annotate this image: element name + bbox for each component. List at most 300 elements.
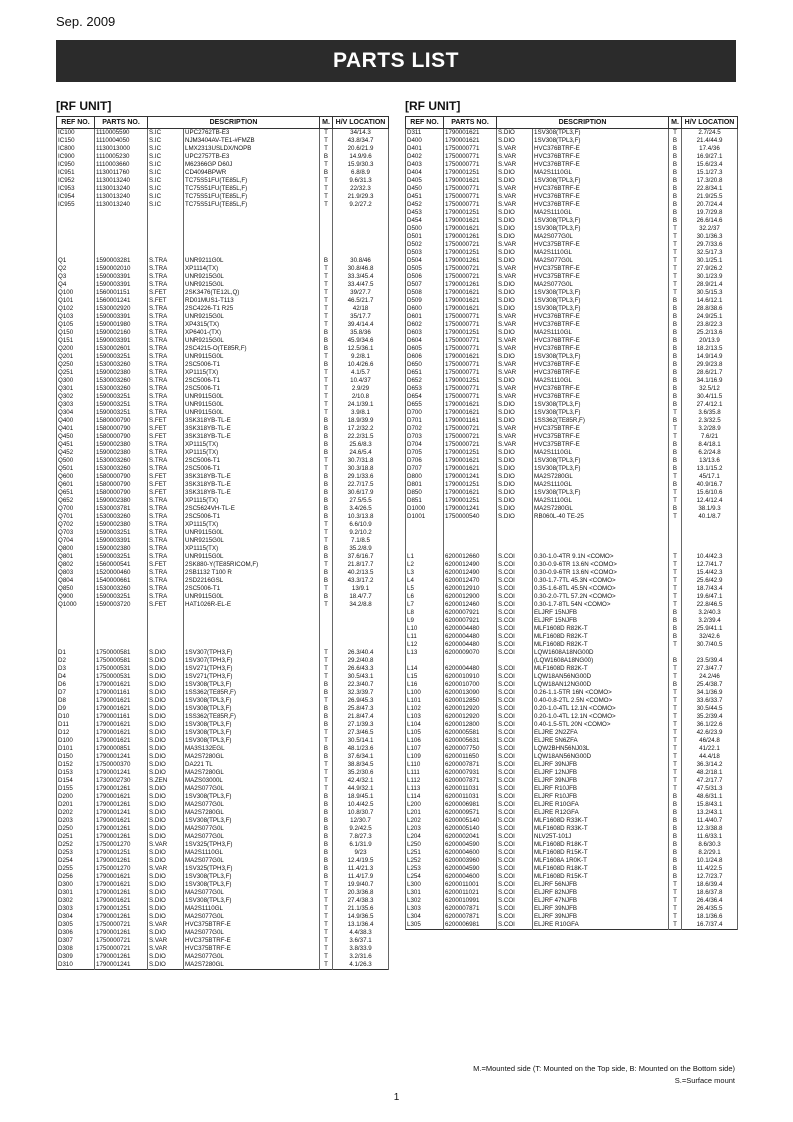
hv-location-cell: 12.5/36.1 xyxy=(333,345,389,353)
hv-location-cell: 15.6/10.6 xyxy=(682,489,738,497)
parts-no-cell: 1590003391 xyxy=(95,281,148,289)
mount-side-cell xyxy=(669,537,682,545)
hv-location-cell: 45/17.1 xyxy=(682,473,738,481)
mount-side-cell: T xyxy=(669,513,682,521)
ref-no-cell: Q501 xyxy=(57,465,95,473)
description-cell xyxy=(184,209,320,217)
hv-location-cell: 26.6/14.6 xyxy=(682,217,738,225)
type-cell xyxy=(497,537,533,545)
table-row xyxy=(406,385,738,393)
description-cell: UNR9115G0L xyxy=(184,553,320,561)
mount-side-cell: B xyxy=(320,473,333,481)
ref-no-cell: L5 xyxy=(406,585,444,593)
hv-location-cell: 25.4/38.7 xyxy=(682,681,738,689)
mount-side-cell: B xyxy=(320,569,333,577)
parts-no-cell: 1790001251 xyxy=(444,249,497,257)
description-cell: MA2S1110GL xyxy=(533,377,669,385)
ref-no-cell: D707 xyxy=(406,465,444,473)
hv-location-cell: 24.2/46 xyxy=(682,673,738,681)
type-cell: S.COI xyxy=(497,785,533,793)
col-parts-header: PARTS NO. xyxy=(444,117,497,129)
type-cell: S.COI xyxy=(497,825,533,833)
hv-location-cell: 18.2/13.5 xyxy=(682,345,738,353)
parts-no-cell: 6200012660 xyxy=(444,553,497,561)
description-cell: HVC376BTRF-E xyxy=(533,153,669,161)
parts-no-cell: 1540000661 xyxy=(95,577,148,585)
description-cell xyxy=(184,225,320,233)
parts-no-cell: 6200005631 xyxy=(444,737,497,745)
parts-no-cell: 1790001251 xyxy=(444,449,497,457)
description-cell: HVC376BTRF-E xyxy=(533,369,669,377)
table-row xyxy=(57,513,389,521)
type-cell: S.DIO xyxy=(148,801,184,809)
parts-no-cell: 6200012910 xyxy=(444,585,497,593)
hv-location-cell: 2.3/32.5 xyxy=(682,417,738,425)
hv-location-cell: 37.6/34.1 xyxy=(333,753,389,761)
mount-side-cell: T xyxy=(669,673,682,681)
ref-no-cell: D152 xyxy=(57,761,95,769)
type-cell: S.DIO xyxy=(148,761,184,769)
mount-side-cell xyxy=(669,521,682,529)
description-cell: 1SV308(TPL3,F) xyxy=(184,897,320,905)
table-row xyxy=(406,297,738,305)
type-cell: S.TRA xyxy=(148,313,184,321)
mount-side-cell xyxy=(320,249,333,257)
parts-no-cell xyxy=(444,521,497,529)
table-row xyxy=(406,209,738,217)
ref-no-cell: D451 xyxy=(406,193,444,201)
table-row xyxy=(57,809,389,817)
table-row xyxy=(57,705,389,713)
description-cell: HVC375BTRF-E xyxy=(533,273,669,281)
description-cell: 1SV308(TPL3,F) xyxy=(184,681,320,689)
mount-side-cell: B xyxy=(320,865,333,873)
hv-location-cell: 40.2/13.5 xyxy=(333,569,389,577)
parts-no-cell: 1790001621 xyxy=(95,897,148,905)
description-cell: TC75S51FU(TE85L,F) xyxy=(184,185,320,193)
description-cell: ELJRF 15NJFB xyxy=(533,609,669,617)
mount-side-cell: B xyxy=(669,849,682,857)
ref-no-cell: D402 xyxy=(406,153,444,161)
table-row xyxy=(406,313,738,321)
description-cell: 1SV308(TPL3,F) xyxy=(184,721,320,729)
mount-side-cell: T xyxy=(320,601,333,609)
parts-no-cell: 1790001251 xyxy=(444,481,497,489)
mount-side-cell xyxy=(320,625,333,633)
ref-no-cell: D302 xyxy=(57,897,95,905)
mount-side-cell: T xyxy=(320,737,333,745)
description-cell: MA2S077G0L xyxy=(184,953,320,961)
hv-location-cell: 46.5/21.7 xyxy=(333,297,389,305)
hv-location-cell: 42/18 xyxy=(333,305,389,313)
table-row xyxy=(406,809,738,817)
hv-location-cell: 20.7/24.4 xyxy=(682,201,738,209)
hv-location-cell xyxy=(333,209,389,217)
type-cell: S.DIO xyxy=(148,689,184,697)
mount-side-cell: T xyxy=(669,753,682,761)
table-row xyxy=(57,153,389,161)
parts-no-cell: 1790001261 xyxy=(95,801,148,809)
ref-no-cell: L204 xyxy=(406,833,444,841)
mount-side-cell: T xyxy=(320,921,333,929)
type-cell: S.VAR xyxy=(497,145,533,153)
ref-no-cell: L2 xyxy=(406,561,444,569)
table-row xyxy=(406,905,738,913)
hv-location-cell: 19.6/47.1 xyxy=(682,593,738,601)
mount-side-cell: T xyxy=(320,657,333,665)
hv-location-cell xyxy=(333,641,389,649)
hv-location-cell: 36.1/22.6 xyxy=(682,721,738,729)
type-cell: S.COI xyxy=(497,849,533,857)
parts-no-cell: 1790001621 xyxy=(444,217,497,225)
parts-no-cell: 1790001621 xyxy=(444,401,497,409)
parts-no-cell: 1790001261 xyxy=(95,929,148,937)
hv-location-cell xyxy=(333,225,389,233)
ref-no-cell: L14 xyxy=(406,665,444,673)
parts-no-cell: 1130013000 xyxy=(95,145,148,153)
hv-location-cell: 17.3/20.8 xyxy=(682,177,738,185)
description-cell xyxy=(533,545,669,553)
hv-location-cell xyxy=(333,617,389,625)
ref-no-cell: Q251 xyxy=(57,369,95,377)
table-row xyxy=(57,393,389,401)
ref-no-cell: Q1000 xyxy=(57,601,95,609)
type-cell xyxy=(148,217,184,225)
type-cell: S.COI xyxy=(497,913,533,921)
table-row xyxy=(406,337,738,345)
mount-side-cell: T xyxy=(320,881,333,889)
description-cell: ELJRE 5N6ZFA xyxy=(533,737,669,745)
mount-side-cell: B xyxy=(320,489,333,497)
hv-location-cell: 41/22.1 xyxy=(682,745,738,753)
ref-no-cell xyxy=(406,521,444,529)
table-row xyxy=(57,937,389,945)
hv-location-cell: 6.8/8.9 xyxy=(333,169,389,177)
type-cell: S.DIO xyxy=(148,657,184,665)
parts-no-cell: 1790001261 xyxy=(95,825,148,833)
ref-no-cell: L107 xyxy=(406,745,444,753)
table-row xyxy=(406,145,738,153)
ref-no-cell: D253 xyxy=(57,849,95,857)
parts-no-cell: 1790001621 xyxy=(95,873,148,881)
table-row xyxy=(406,833,738,841)
hv-location-cell: 3.6/35.8 xyxy=(682,409,738,417)
ref-no-cell xyxy=(57,209,95,217)
ref-no-cell: L302 xyxy=(406,897,444,905)
table-row xyxy=(57,217,389,225)
ref-no-cell: D3 xyxy=(57,665,95,673)
parts-no-cell: 1110003660 xyxy=(95,161,148,169)
mount-side-cell: B xyxy=(669,177,682,185)
ref-no-cell: D605 xyxy=(406,345,444,353)
table-row xyxy=(57,745,389,753)
hv-location-cell: 11.4/22.5 xyxy=(682,865,738,873)
table-row xyxy=(406,657,738,665)
mount-side-cell: T xyxy=(320,785,333,793)
hv-location-cell: 4.1/26.3 xyxy=(333,961,389,970)
mount-side-cell: T xyxy=(320,889,333,897)
parts-no-cell: 6200007871 xyxy=(444,905,497,913)
ref-no-cell: L105 xyxy=(406,729,444,737)
description-cell: MA2S7280GL xyxy=(184,753,320,761)
table-row xyxy=(406,545,738,553)
table-row xyxy=(57,273,389,281)
surface-mount-note: S.=Surface mount xyxy=(674,1076,735,1085)
type-cell: S.COI xyxy=(497,897,533,905)
ref-no-cell: D705 xyxy=(406,449,444,457)
description-cell: ELJRF 39NJFB xyxy=(533,913,669,921)
description-cell: TC75S51FU(TE85L,F) xyxy=(184,177,320,185)
hv-location-cell: 32/42.6 xyxy=(682,633,738,641)
parts-no-cell: 6200004480 xyxy=(444,633,497,641)
parts-no-cell: 1750000370 xyxy=(95,761,148,769)
parts-no-cell: 6200007921 xyxy=(444,617,497,625)
ref-no-cell: D602 xyxy=(406,321,444,329)
parts-no-cell: 6200007931 xyxy=(444,769,497,777)
table-row xyxy=(406,481,738,489)
mount-side-cell: T xyxy=(669,553,682,561)
description-cell: 1SV308(TPL3,F) xyxy=(533,137,669,145)
description-cell: MA2S077G0L xyxy=(184,913,320,921)
ref-no-cell: D1000 xyxy=(406,505,444,513)
hv-location-cell: 11.4/40.7 xyxy=(682,817,738,825)
ref-no-cell: D311 xyxy=(406,129,444,138)
ref-no-cell: D4 xyxy=(57,673,95,681)
table-row xyxy=(57,545,389,553)
table-row xyxy=(406,857,738,865)
parts-no-cell: 1790001241 xyxy=(95,769,148,777)
hv-location-cell: 40.9/16.7 xyxy=(682,481,738,489)
description-cell: ELJRF 47NJFB xyxy=(533,897,669,905)
description-cell: 2SC5624VH-TL-E xyxy=(184,505,320,513)
table-row xyxy=(406,913,738,921)
description-cell: 3SK318YB-TL-E xyxy=(184,433,320,441)
hv-location-cell: 36.3/14.2 xyxy=(682,761,738,769)
description-cell: MA2S1110GL xyxy=(184,905,320,913)
table-row xyxy=(57,929,389,937)
ref-no-cell: Q651 xyxy=(57,489,95,497)
table-row xyxy=(406,505,738,513)
hv-location-cell: 9.2/10.2 xyxy=(333,529,389,537)
hv-location-cell: 12/30.7 xyxy=(333,817,389,825)
parts-no-cell xyxy=(95,625,148,633)
table-row xyxy=(406,425,738,433)
ref-no-cell: D154 xyxy=(57,777,95,785)
hv-location-cell: 3.4/26.5 xyxy=(333,505,389,513)
ref-no-cell: IC950 xyxy=(57,161,95,169)
description-cell: 1SV308(TPL3,F) xyxy=(184,873,320,881)
description-cell: 0.40-1.5-5TL 20N <COMO> xyxy=(533,721,669,729)
description-cell: 0.30-1.0-4TR 9.1N <COMO> xyxy=(533,553,669,561)
hv-location-cell: 22.8/46.5 xyxy=(682,601,738,609)
type-cell: S.DIO xyxy=(497,281,533,289)
mount-side-cell: T xyxy=(320,129,333,138)
hv-location-cell: 28.6/21.7 xyxy=(682,369,738,377)
hv-location-cell: 27.4/38.3 xyxy=(333,897,389,905)
description-cell: (LQW1608A18NG00) xyxy=(533,657,669,665)
type-cell: S.DIO xyxy=(148,713,184,721)
description-cell: MA2S077G0L xyxy=(533,257,669,265)
parts-no-cell: 1130013240 xyxy=(95,185,148,193)
table-row xyxy=(406,673,738,681)
hv-location-cell: 28.9/21.4 xyxy=(682,281,738,289)
hv-location-cell: 30.4/11.5 xyxy=(682,393,738,401)
mount-side-cell: T xyxy=(320,953,333,961)
hv-location-cell: 10.1/24.8 xyxy=(682,857,738,865)
table-row xyxy=(57,585,389,593)
ref-no-cell: IC955 xyxy=(57,201,95,209)
parts-no-cell: 1790001621 xyxy=(444,353,497,361)
table-row xyxy=(57,729,389,737)
table-row xyxy=(57,609,389,617)
parts-no-cell: 1790001621 xyxy=(444,465,497,473)
type-cell: S.DIO xyxy=(148,873,184,881)
parts-no-cell: 6200004600 xyxy=(444,873,497,881)
parts-no-cell: 1790001251 xyxy=(444,169,497,177)
mount-side-cell: B xyxy=(669,505,682,513)
type-cell: S.ZEN xyxy=(148,777,184,785)
parts-no-cell: 1110004050 xyxy=(95,137,148,145)
hv-location-cell: 43.3/17.2 xyxy=(333,577,389,585)
parts-no-cell: 1590001980 xyxy=(95,321,148,329)
ref-no-cell: D500 xyxy=(406,225,444,233)
parts-no-cell: 1130011760 xyxy=(95,169,148,177)
description-cell: XP1115(TX) xyxy=(184,441,320,449)
table-row xyxy=(57,537,389,545)
ref-no-cell: Q703 xyxy=(57,529,95,537)
ref-no-cell: D509 xyxy=(406,297,444,305)
table-row xyxy=(406,353,738,361)
parts-no-cell: 1750000581 xyxy=(95,657,148,665)
parts-no-cell: 1790001261 xyxy=(444,281,497,289)
type-cell: S.IC xyxy=(148,169,184,177)
type-cell: S.COI xyxy=(497,649,533,657)
table-row xyxy=(57,657,389,665)
table-row xyxy=(406,153,738,161)
hv-location-cell: 27.5/5.5 xyxy=(333,497,389,505)
parts-no-cell: 1790001621 xyxy=(95,817,148,825)
table-row xyxy=(57,553,389,561)
description-cell: 2SC5006-T1 xyxy=(184,465,320,473)
parts-no-cell: 1590002380 xyxy=(95,521,148,529)
ref-no-cell xyxy=(57,225,95,233)
description-cell: XP1115(TX) xyxy=(184,449,320,457)
description-cell: HVC376BTRF-E xyxy=(533,201,669,209)
table-row xyxy=(406,729,738,737)
table-row xyxy=(406,457,738,465)
description-cell: HVC375BTRF-E xyxy=(533,425,669,433)
description-cell: HVC376BTRF-E xyxy=(533,385,669,393)
table-row xyxy=(57,905,389,913)
type-cell: S.DIO xyxy=(497,377,533,385)
table-row xyxy=(406,129,738,138)
hv-location-cell: 35/17.7 xyxy=(333,313,389,321)
hv-location-cell: 13.2/43.1 xyxy=(682,809,738,817)
parts-no-cell: 1590003251 xyxy=(95,529,148,537)
description-cell: MA2S1110GL xyxy=(533,497,669,505)
hv-location-cell: 21.1/35.6 xyxy=(333,905,389,913)
hv-location-cell: 13/13.6 xyxy=(682,457,738,465)
hv-location-cell: 21.4/44.9 xyxy=(682,137,738,145)
mount-side-cell: T xyxy=(669,257,682,265)
mount-side-cell: T xyxy=(669,489,682,497)
hv-location-cell: 25.9/41.1 xyxy=(682,625,738,633)
hv-location-cell: 17.4/36 xyxy=(682,145,738,153)
parts-no-cell: 6200012920 xyxy=(444,705,497,713)
description-cell: MLF1608D R15K-T xyxy=(533,849,669,857)
table-row xyxy=(406,593,738,601)
ref-no-cell: Q804 xyxy=(57,577,95,585)
description-cell: 0.30-0.9-6TR 13.6N <COMO> xyxy=(533,569,669,577)
ref-no-cell: L13 xyxy=(406,649,444,657)
description-cell: HVC375BTRF-E xyxy=(533,433,669,441)
hv-location-cell: 46/24.8 xyxy=(682,737,738,745)
parts-no-cell: 1790001621 xyxy=(444,289,497,297)
parts-no-cell: 1750000721 xyxy=(444,425,497,433)
type-cell: S.TRA xyxy=(148,377,184,385)
description-cell: MLF1608A 1R0K-T xyxy=(533,857,669,865)
mount-side-cell: T xyxy=(320,665,333,673)
type-cell: S.IC xyxy=(148,145,184,153)
mount-side-cell: B xyxy=(320,593,333,601)
col-m-header: M. xyxy=(320,117,333,129)
table-row xyxy=(57,673,389,681)
mount-side-cell: T xyxy=(320,521,333,529)
description-cell: HVC376BTRF-E xyxy=(533,337,669,345)
hv-location-cell: 12.3/38.8 xyxy=(682,825,738,833)
table-row xyxy=(57,817,389,825)
parts-no-cell xyxy=(444,529,497,537)
ref-no-cell: D652 xyxy=(406,377,444,385)
type-cell: S.VAR xyxy=(497,241,533,249)
hv-location-cell: 18.4/7.7 xyxy=(333,593,389,601)
type-cell: S.COI xyxy=(497,753,533,761)
mounted-side-note: M.=Mounted side (T: Mounted on the Top side, B: Mounted on the Bottom side) xyxy=(473,1064,735,1073)
table-row xyxy=(406,681,738,689)
table-row xyxy=(57,137,389,145)
parts-no-cell: 1580000790 xyxy=(95,489,148,497)
type-cell: S.VAR xyxy=(148,841,184,849)
ref-no-cell: L112 xyxy=(406,777,444,785)
hv-location-cell: 9.6/31.3 xyxy=(333,177,389,185)
description-cell: HAT1026R-EL-E xyxy=(184,601,320,609)
ref-no-cell: Q100 xyxy=(57,289,95,297)
table-row xyxy=(57,649,389,657)
type-cell: S.DIO xyxy=(148,697,184,705)
table-row xyxy=(406,793,738,801)
hv-location-cell xyxy=(333,609,389,617)
parts-no-cell: 6200004600 xyxy=(444,849,497,857)
parts-no-cell: 1750000721 xyxy=(444,433,497,441)
ref-no-cell: L7 xyxy=(406,601,444,609)
mount-side-cell: B xyxy=(320,753,333,761)
mount-side-cell: T xyxy=(320,673,333,681)
type-cell: S.FET xyxy=(148,433,184,441)
type-cell: S.DIO xyxy=(497,289,533,297)
hv-location-cell: 22.2/31.5 xyxy=(333,433,389,441)
description-cell: MA2S077G0L xyxy=(184,825,320,833)
mount-side-cell: T xyxy=(320,777,333,785)
ref-no-cell: L201 xyxy=(406,809,444,817)
description-cell: DA221 TL xyxy=(184,761,320,769)
type-cell: S.COI xyxy=(497,905,533,913)
parts-no-cell xyxy=(95,217,148,225)
type-cell: S.DIO xyxy=(497,417,533,425)
hv-location-cell: 25.8/47.3 xyxy=(333,705,389,713)
description-cell: MA3S132EGL xyxy=(184,745,320,753)
description-cell: 3SK318YB-TL-E xyxy=(184,417,320,425)
description-cell: MA2S1110GL xyxy=(533,481,669,489)
